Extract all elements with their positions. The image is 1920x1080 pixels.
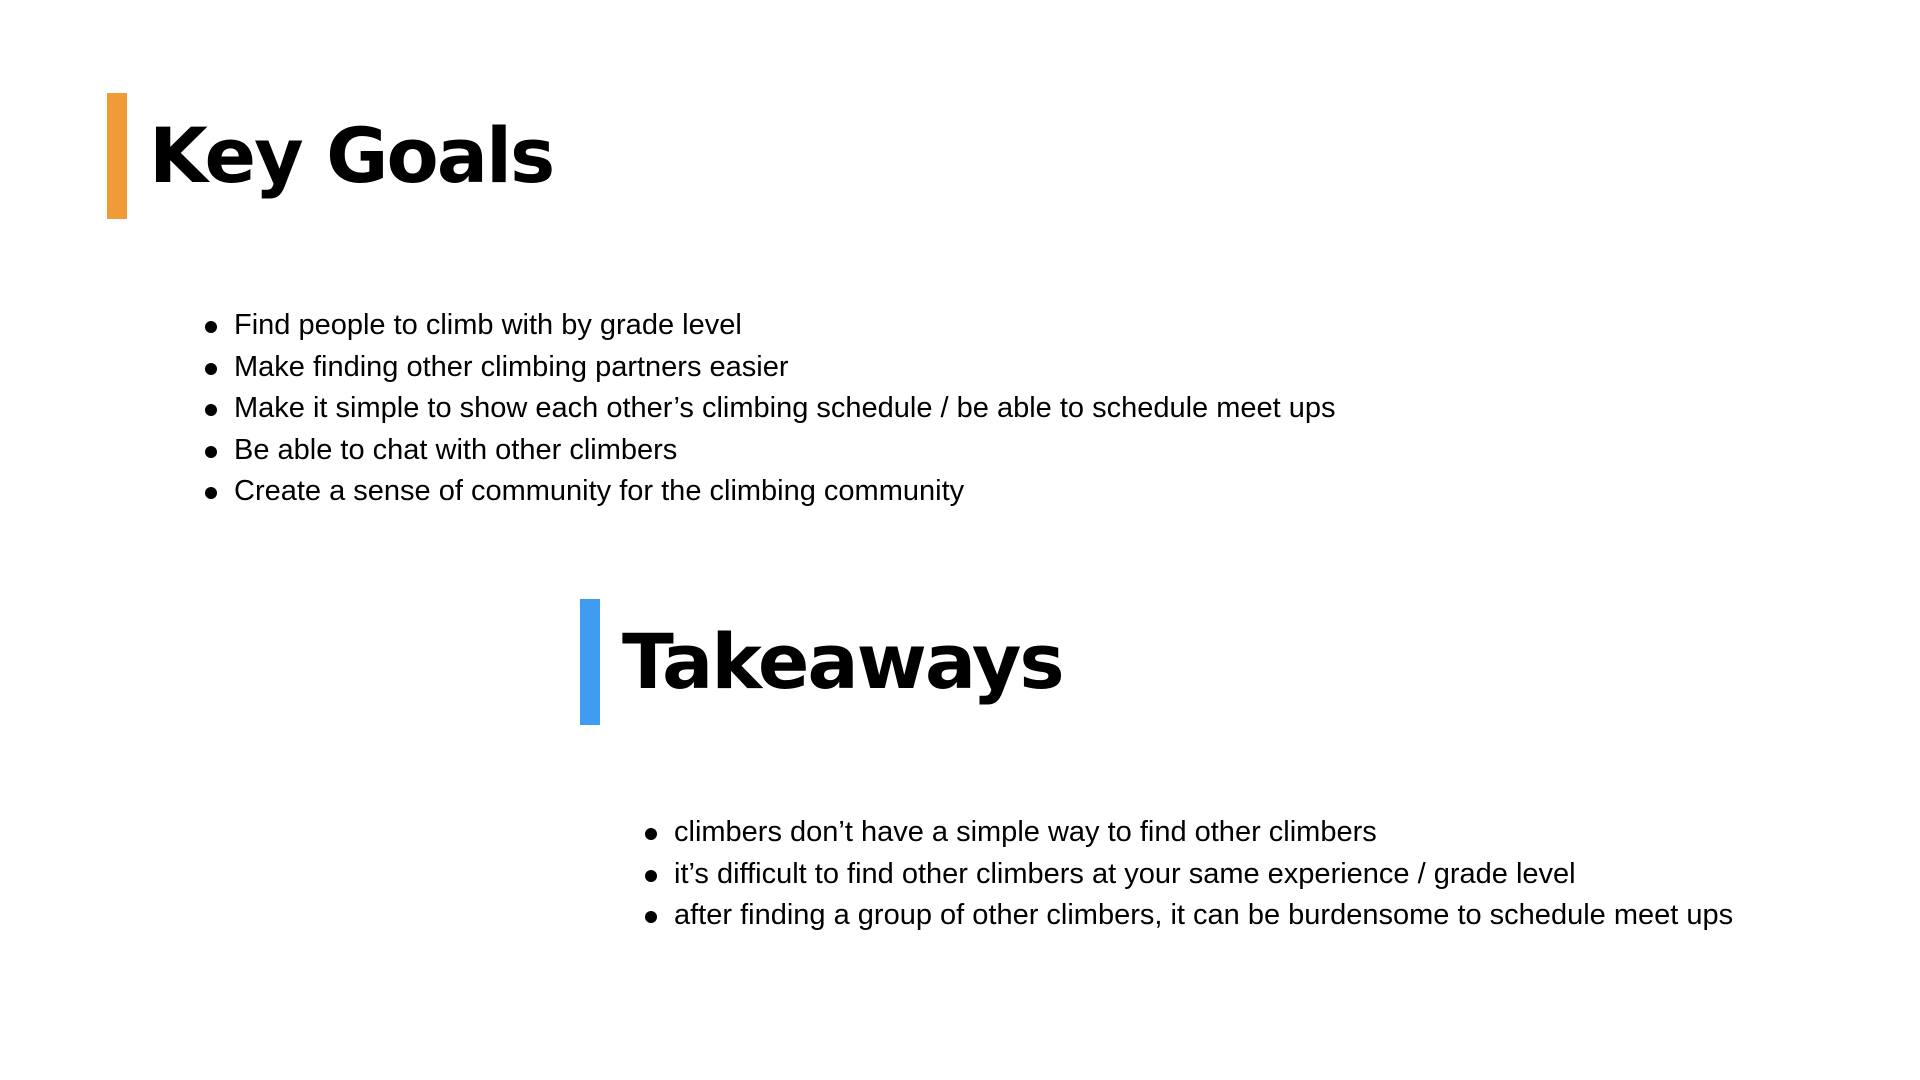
list-item: climbers don’t have a simple way to find other climbers	[645, 812, 1733, 854]
key-goals-list	[205, 305, 1336, 513]
list-item: Make it simple to show each other’s climbing schedule / be able to schedule meet ups	[205, 388, 1336, 430]
list-item: Make finding other climbing partners easier	[205, 347, 1336, 389]
list-item: it’s difficult to find other climbers at your same experience / grade level	[645, 854, 1733, 896]
key-goals-accent-bar	[107, 93, 127, 219]
list-item: Create a sense of community for the climbing community	[205, 471, 1336, 513]
key-goals-heading	[107, 93, 553, 219]
takeaways-accent-bar	[580, 599, 600, 725]
list-item: Be able to chat with other climbers	[205, 430, 1336, 472]
takeaways-heading	[580, 599, 1063, 725]
list-item: Find people to climb with by grade level	[205, 305, 1336, 347]
takeaways-list	[645, 812, 1733, 937]
takeaways-title: Takeaways	[622, 617, 1063, 706]
list-item: after finding a group of other climbers, it can be burdensome to schedule meet ups	[645, 895, 1733, 937]
key-goals-title: Key Goals	[149, 111, 554, 200]
